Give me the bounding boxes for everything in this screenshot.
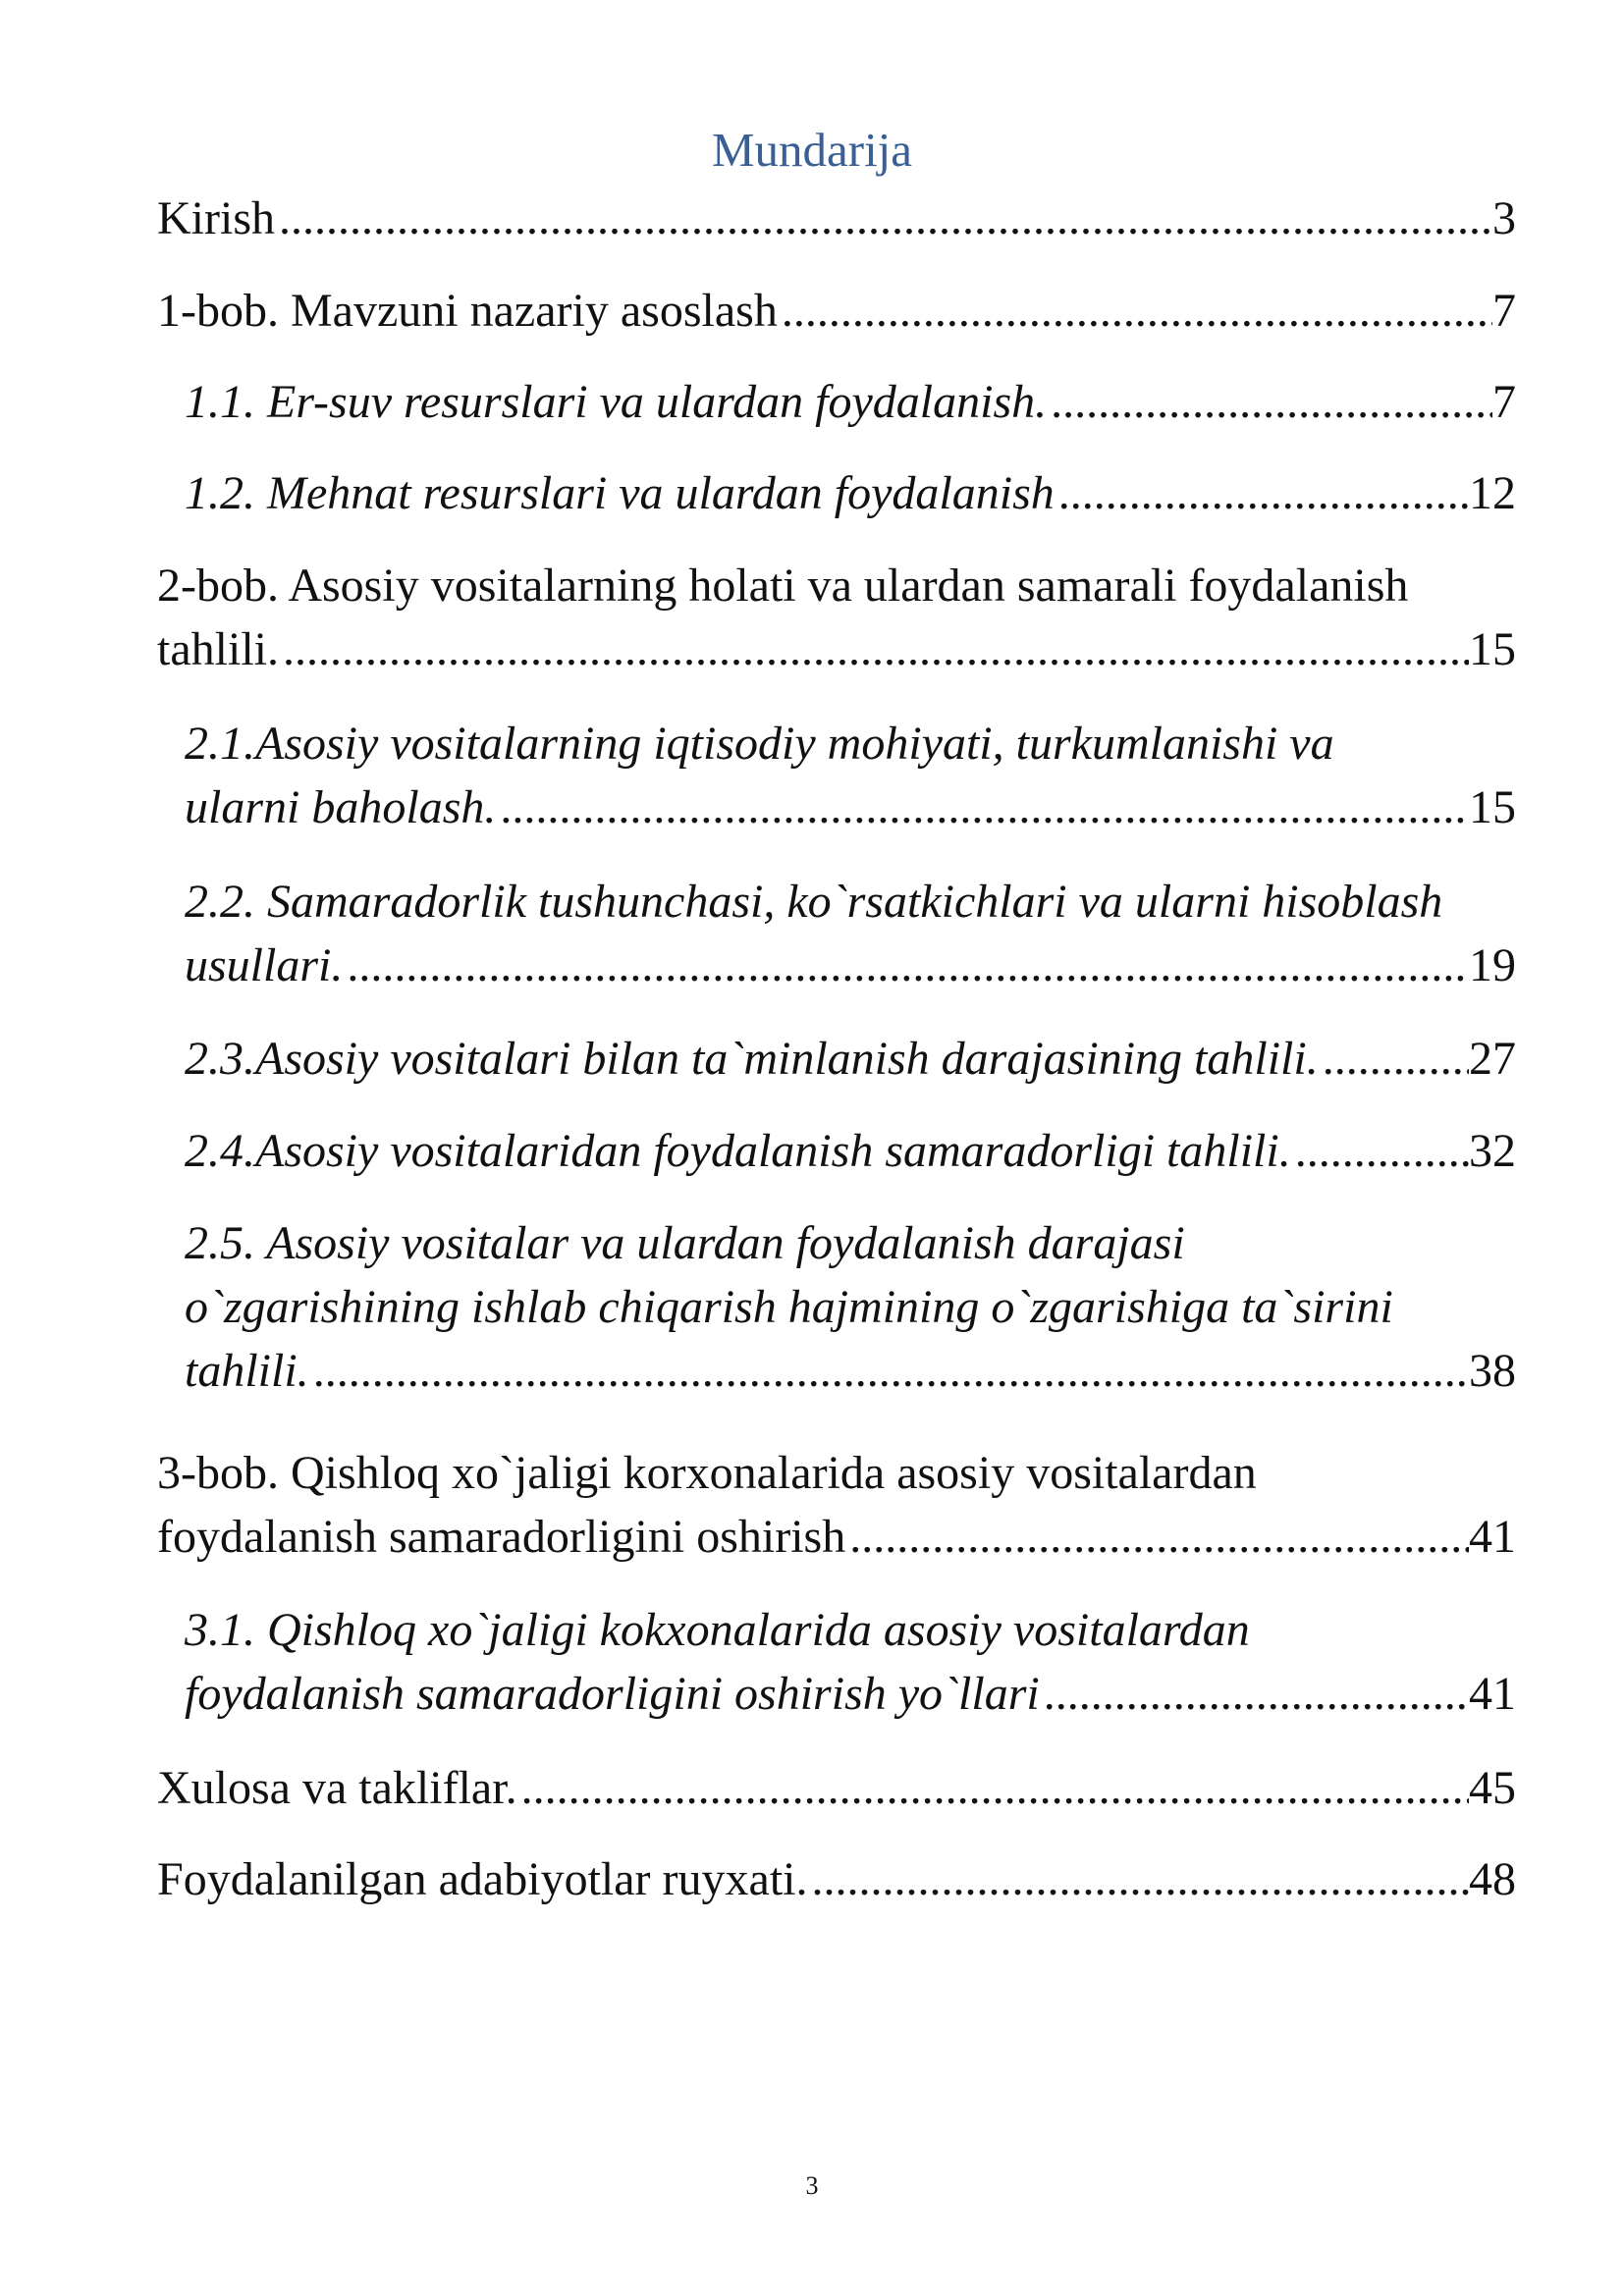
toc-entry-page: 7 (1492, 285, 1516, 337)
toc-entry-title: usullari. (185, 939, 344, 991)
toc-entry-title-line: 2.2. Samaradorlik tushunchasi, ko`rsatkichlari va ularni hisoblash (185, 876, 1443, 928)
toc-leader-dots (521, 1756, 1469, 1820)
toc-entry-line (185, 934, 1516, 997)
toc-entry-section-3-1[interactable] (185, 1598, 1516, 1726)
toc-leader-dots (1044, 1662, 1469, 1726)
toc-entry-section-2-4[interactable] (185, 1119, 1516, 1183)
toc-entry-page: 15 (1469, 781, 1516, 833)
page-title: Mundarija (711, 123, 913, 177)
toc-leader-dots (283, 617, 1469, 681)
toc-entry-section-2-2[interactable] (185, 870, 1516, 997)
toc-entry-section-2-5[interactable] (185, 1211, 1516, 1403)
toc-entry-title: 1.1. Er-suv resurslari va ulardan foydalanish. (185, 376, 1048, 428)
toc-entry-page: 7 (1492, 376, 1516, 428)
toc-entry-title-line: 3.1. Qishloq xo`jaligi kokxonalarida asosiy vositalardan (185, 1604, 1250, 1656)
toc-entry-page: 12 (1469, 467, 1516, 519)
toc-entry-line (157, 1847, 1516, 1911)
toc-entry-line (157, 617, 1516, 681)
toc-entry-section-1-2[interactable] (185, 461, 1516, 525)
toc-entry-title: Kirish (157, 192, 275, 244)
toc-entry-introduction[interactable] (157, 187, 1516, 250)
toc-entry-line (185, 370, 1516, 434)
toc-entry-page: 27 (1469, 1033, 1516, 1085)
toc-entry-chapter-1[interactable] (157, 279, 1516, 343)
toc-entry-line (185, 461, 1516, 525)
toc-entry-page: 19 (1469, 939, 1516, 991)
toc-leader-dots (1295, 1119, 1469, 1183)
toc-entry-title: tahlili. (157, 623, 279, 675)
toc-leader-dots (347, 934, 1469, 997)
toc-entry-title: tahlili. (185, 1345, 309, 1397)
footer-page-number: 3 (805, 2171, 819, 2200)
toc-entry-page: 45 (1469, 1762, 1516, 1814)
toc-leader-dots (1058, 461, 1469, 525)
toc-entry-title-line: 2.1.Asosiy vositalarning iqtisodiy mohiyati, turkumlanishi va (185, 718, 1334, 770)
toc-entry-title: foydalanish samaradorligini oshirish (157, 1511, 846, 1563)
toc-entry-line (185, 775, 1516, 839)
toc-entry-page: 15 (1469, 623, 1516, 675)
toc-entry-title: ularni baholash. (185, 781, 497, 833)
toc-entry-line (185, 1027, 1516, 1091)
toc-entry-title-line: 3-bob. Qishloq xo`jaligi korxonalarida asosiy vositalardan (157, 1447, 1257, 1499)
toc-leader-dots (782, 279, 1492, 343)
toc-entry-title: 1-bob. Mavzuni nazariy asoslash (157, 285, 778, 337)
toc-entry-page: 41 (1469, 1668, 1516, 1720)
toc-entry-line (157, 187, 1516, 250)
toc-entry-page: 32 (1469, 1125, 1516, 1177)
toc-entry-page: 41 (1469, 1511, 1516, 1563)
toc-entry-line (185, 1119, 1516, 1183)
toc-leader-dots (1051, 370, 1492, 434)
toc-entry-section-2-1[interactable] (185, 712, 1516, 839)
toc-leader-dots (500, 775, 1469, 839)
toc-leader-dots (1323, 1027, 1469, 1091)
toc-entry-title: 2.3.Asosiy vositalari bilan ta`minlanish darajasining tahlili. (185, 1033, 1319, 1085)
toc-entry-page: 38 (1469, 1345, 1516, 1397)
toc-entry-line (185, 1662, 1516, 1726)
toc-entry-title-line: o`zgarishining ishlab chiqarish hajmining o`zgarishiga ta`sirini (185, 1281, 1393, 1333)
toc-leader-dots (811, 1847, 1469, 1911)
toc-entry-title: foydalanish samaradorligini oshirish yo`llari (185, 1668, 1040, 1720)
toc-entry-chapter-3[interactable] (157, 1441, 1516, 1569)
toc-entry-title: Xulosa va takliflar. (157, 1762, 517, 1814)
toc-entry-chapter-2[interactable] (157, 554, 1516, 681)
toc-entry-title-line: 2.5. Asosiy vositalar va ulardan foydalanish darajasi (185, 1217, 1185, 1269)
toc-leader-dots (279, 187, 1492, 250)
toc-entry-page: 48 (1469, 1853, 1516, 1905)
toc-entry-title: Foydalanilgan adabiyotlar ruyxati. (157, 1853, 808, 1905)
toc-entry-section-1-1[interactable] (185, 370, 1516, 434)
toc-leader-dots (849, 1505, 1469, 1569)
toc-entry-page: 3 (1492, 192, 1516, 244)
toc-leader-dots (313, 1339, 1469, 1403)
toc-entry-line (157, 1756, 1516, 1820)
toc-entry-references[interactable] (157, 1847, 1516, 1911)
toc-entry-line (157, 279, 1516, 343)
toc-entry-title-line: 2-bob. Asosiy vositalarning holati va ulardan samarali foydalanish (157, 560, 1409, 612)
toc-entry-conclusion[interactable] (157, 1756, 1516, 1820)
toc-entry-title: 2.4.Asosiy vositalaridan foydalanish samaradorligi tahlili. (185, 1125, 1291, 1177)
toc-entry-line (185, 1339, 1516, 1403)
toc-entry-line (157, 1505, 1516, 1569)
toc-entry-title: 1.2. Mehnat resurslari va ulardan foydalanish (185, 467, 1055, 519)
toc-entry-section-2-3[interactable] (185, 1027, 1516, 1091)
